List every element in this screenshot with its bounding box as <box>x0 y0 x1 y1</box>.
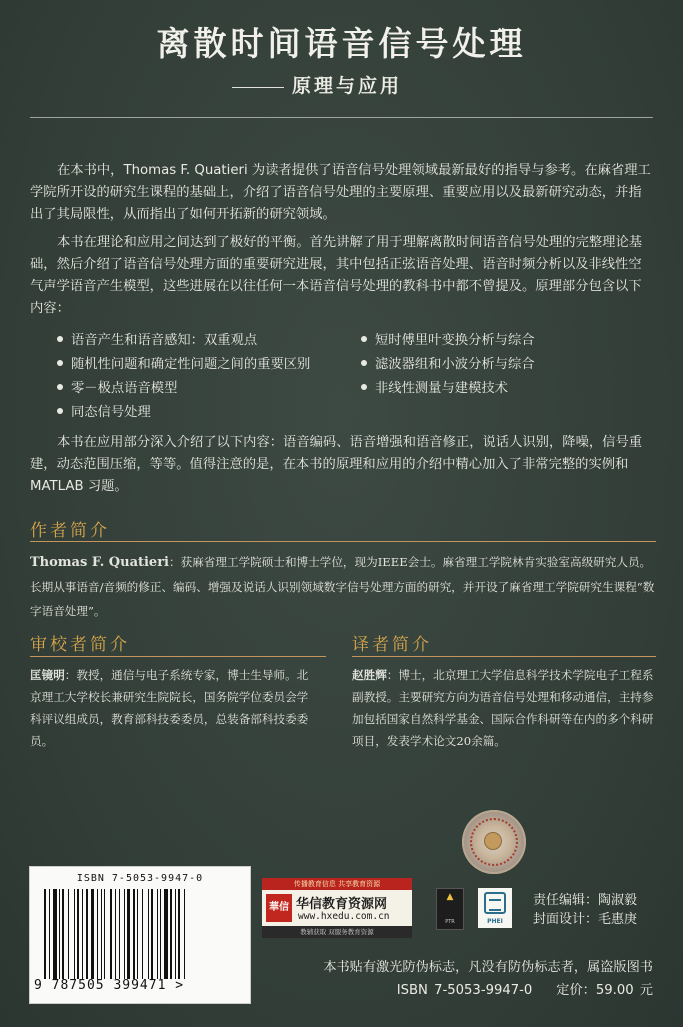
bullet-icon <box>57 408 63 414</box>
reviewer-bio-text: ：教授，通信与电子系统专家，博士生导师。北京理工大学校长兼研究生院院长，国务院学位委员会学科评议组成员，教育部科技委委员，总装备部科技委委员。 <box>30 668 309 748</box>
bullet-column-left <box>57 330 310 426</box>
translator-name: 赵胜辉 <box>352 668 387 682</box>
author-bio-text: ：获麻省理工学院硕士和博士学位，现为IEEE会士。麻省理工学院林肯实验室高级研究人员。长期从事语音/音频的修正、编码、增强及说话人识别领域数字信号处理方面的研究，并开设了麻省理工学院研究生课程“数字语音处理”。 <box>30 555 655 618</box>
intro-paragraph-3: 本书在应用部分深入介绍了以下内容：语音编码、语音增强和语音修正，说话人识别，降噪，信号重建，动态范围压缩，等等。值得注意的是，在本书的原理和应用的介绍中精心加入了非常完整的实例和 MATLAB 习题。 <box>30 435 643 494</box>
list-item: 零－极点语音模型 <box>57 378 310 402</box>
footer-price: 定价：59.00 元 <box>556 983 653 998</box>
author-bio <box>30 550 656 623</box>
hxedu-logo-icon: 華信 <box>266 894 292 922</box>
author-name: Thomas F. Quatieri <box>30 555 169 570</box>
bullet-icon <box>361 336 367 342</box>
banner-url: www.hxedu.com.cn <box>298 911 390 922</box>
subtitle-dash <box>232 87 284 88</box>
translator-heading-rule <box>352 656 656 657</box>
barcode-digits: 9 787505 399471 > <box>34 978 185 993</box>
contents-bullet-list <box>57 330 657 426</box>
credit-editor: 责任编辑：陶淑毅 <box>533 893 638 908</box>
bullet-icon <box>57 336 63 342</box>
publisher-banner <box>262 878 412 938</box>
intro-paragraph-1: 在本书中，Thomas F. Quatieri 为读者提供了语音信号处理领域最新最好的指导与参考。在麻省理工学院所开设的研究生课程的基础上，介绍了语音信号处理的主要原理、重要应用以及最新研究动态，并指出了其局限性，从而指出了如何开拓新的研究领域。 <box>30 163 651 222</box>
reviewer-bio <box>30 664 314 752</box>
translator-bio <box>352 664 656 752</box>
reviewer-heading-rule <box>30 656 326 657</box>
phei-logo-icon: PHEI <box>478 888 512 928</box>
header-divider <box>30 117 653 118</box>
barcode-isbn: ISBN 7-5053-9947-0 <box>76 873 204 884</box>
list-item: 非线性测量与建模技术 <box>361 378 535 402</box>
list-item: 同态信号处理 <box>57 402 310 426</box>
bullet-icon <box>361 360 367 366</box>
intro-paragraph-2: 本书在理论和应用之间达到了极好的平衡。首先讲解了用于理解离散时间语音信号处理的完整理论基础，然后介绍了语音信号处理方面的重要研究进展，其中包括正弦语音处理、语音时频分析以及非线性空气声学语音产生模型，这些进展在以往任何一本语音信号处理的教科书中都不曾提及。原理部分包含以下内容： <box>30 235 643 316</box>
translator-bio-text: ：博士，北京理工大学信息科学技术学院电子工程系副教授。主要研究方向为语音信号处理和移动通信，主持参加包括国家自然科学基金、国际合作科研等在内的多个科研项目，发表学术论文20余篇。 <box>352 668 654 748</box>
list-item: 短时傅里叶变换分析与综合 <box>361 330 535 354</box>
book-title: 离散时间语音信号处理 <box>156 24 527 63</box>
bullet-icon <box>57 384 63 390</box>
credits <box>533 891 637 929</box>
list-item: 语音产生和语音感知：双重观点 <box>57 330 310 354</box>
footer-isbn: ISBN 7-5053-9947-0 <box>396 983 533 998</box>
translator-heading: 译者简介 <box>352 635 432 655</box>
bullet-icon <box>361 384 367 390</box>
book-subtitle <box>232 71 402 98</box>
banner-tagline: 传播教育信息 共享教育资源 <box>262 878 412 890</box>
author-heading: 作者简介 <box>30 521 110 541</box>
author-heading-rule <box>30 541 656 542</box>
anti-counterfeit-note: 本书贴有激光防伪标志，凡没有防伪标志者，属盗版图书 <box>323 960 653 975</box>
list-item: 随机性问题和确定性问题之间的重要区别 <box>57 354 310 378</box>
book-subtitle-text: 原理与应用 <box>292 75 403 97</box>
bullet-icon <box>57 360 63 366</box>
credit-designer: 封面设计：毛惠庚 <box>533 912 638 927</box>
banner-footer: 教辅获取 双服务教育资源 <box>262 926 412 938</box>
laser-seal-icon <box>462 810 526 874</box>
list-item: 滤波器组和小波分析与综合 <box>361 354 535 378</box>
footer-isbn-price <box>0 979 653 998</box>
prentice-hall-logo-icon: ▲ PTR <box>436 888 464 930</box>
reviewer-name: 匡镜明 <box>30 668 65 682</box>
bullet-column-right <box>361 330 535 402</box>
banner-site-name: 华信教育资源网 <box>296 897 388 912</box>
reviewer-heading: 审校者简介 <box>30 635 130 655</box>
